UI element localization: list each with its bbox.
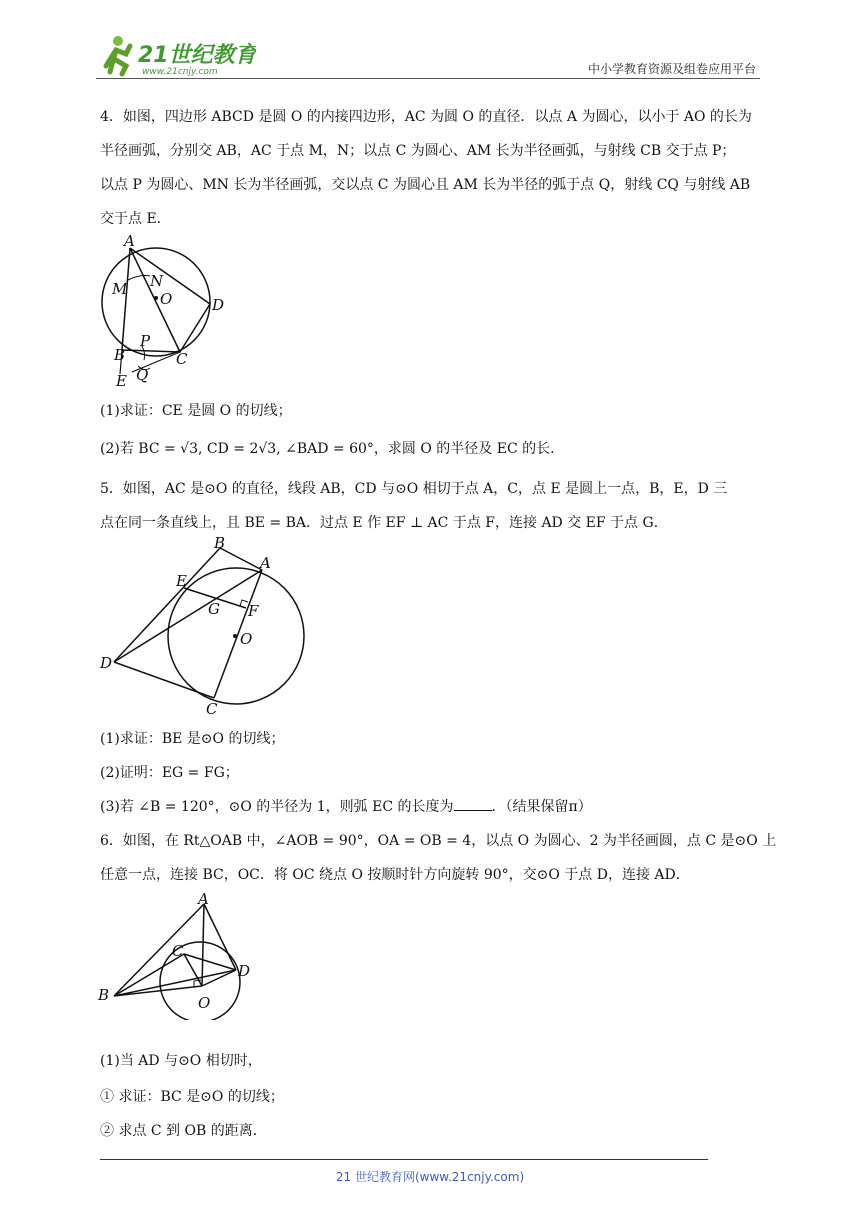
q6-part-2: ① 求证：BC 是⊙O 的切线； xyxy=(100,1089,284,1105)
q5-label-d: D xyxy=(100,654,113,672)
q5-label-g: G xyxy=(208,600,220,618)
q6-label-c: C xyxy=(172,942,184,960)
q6-line-1: 6．如图，在 Rt△OAB 中，∠AOB = 90°，OA = OB = 4，以点 O 为圆心、2 为半径画圆，点 C 是⊙O 上 xyxy=(100,833,777,849)
answer-blank xyxy=(454,798,492,811)
q6-part-3: ② 求点 C 到 OB 的距离. xyxy=(100,1123,258,1139)
q5-label-b: B xyxy=(214,536,226,552)
q4-part-2: (2)若 BC = √3, CD = 2√3, ∠BAD = 60°，求圆 O 的半径及 EC 的长. xyxy=(100,441,555,457)
q4-label-c: C xyxy=(176,350,188,368)
q5-figure xyxy=(96,536,312,716)
q4-line-2: 半径画弧，分别交 AB，AC 于点 M，N；以点 C 为圆心、AM 长为半径画弧，与射线 CB 交于点 P； xyxy=(100,143,736,159)
q6-label-d: D xyxy=(238,962,251,980)
q4-line-1: 4．如图，四边形 ABCD 是圆 O 的内接四边形，AC 为圆 O 的直径．以点 A 为圆心，以小于 AO 的长为 xyxy=(100,109,752,125)
q4-label-q: Q xyxy=(136,366,149,384)
q4-figure xyxy=(94,234,224,390)
q6-label-b: B xyxy=(98,986,110,1004)
q4-label-b: B xyxy=(114,346,126,364)
q5-label-c: C xyxy=(206,700,218,716)
q5-part-3-suffix: ．（结果保留π） xyxy=(491,799,592,815)
q5-label-e: E xyxy=(176,572,187,590)
logo-subtext: www.21cnjy.com xyxy=(142,67,218,77)
q5-line-1: 5．如图，AC 是⊙O 的直径，线段 AB，CD 与⊙O 相切于点 A，C，点 E 是圆上一点，B，E，D 三 xyxy=(100,481,728,497)
q5-label-a: A xyxy=(260,554,271,572)
q4-label-p: P xyxy=(140,332,151,350)
q4-label-d: D xyxy=(212,296,224,314)
q4-line-4: 交于点 E． xyxy=(100,211,171,227)
q4-part-1: (1)求证：CE 是圆 O 的切线； xyxy=(100,403,292,419)
logo-text: 21世纪教育 xyxy=(138,43,256,68)
q5-part-1: (1)求证：BE 是⊙O 的切线； xyxy=(100,731,285,747)
footer-link[interactable]: 21 世纪教育网(www.21cnjy.com) xyxy=(335,1170,525,1184)
q4-label-o: O xyxy=(160,290,173,308)
q5-label-o: O xyxy=(240,630,253,648)
q5-line-2: 点在同一条直线上，且 BE = BA．过点 E 作 EF ⊥ AC 于点 F，连接 AD 交 EF 于点 G． xyxy=(100,515,668,531)
q6-label-a: A xyxy=(198,890,209,908)
q5-part-3 xyxy=(100,796,592,816)
q6-label-o: O xyxy=(198,994,211,1012)
q5-part-2: (2)证明：EG = FG； xyxy=(100,765,239,781)
site-name: 中小学教育资源及组卷应用平台 xyxy=(587,62,756,76)
runner-icon xyxy=(106,36,130,74)
q6-part-1: (1)当 AD 与⊙O 相切时， xyxy=(100,1053,262,1069)
q6-figure xyxy=(94,890,264,1020)
footer-divider xyxy=(100,1159,708,1160)
q5-part-3-text: (3)若 ∠B = 120°，⊙O 的半径为 1，则弧 EC 的长度为 xyxy=(100,799,454,815)
q5-label-f: F xyxy=(248,602,259,620)
q6-line-2: 任意一点，连接 BC，OC．将 OC 绕点 O 按顺时针方向旋转 90°，交⊙O 于点 D，连接 AD． xyxy=(100,867,690,883)
q4-label-m: M xyxy=(112,280,128,298)
q4-label-a: A xyxy=(124,234,135,250)
q4-label-e: E xyxy=(116,372,127,390)
header-divider xyxy=(96,78,760,79)
site-logo xyxy=(96,32,256,78)
q4-label-n: N xyxy=(150,272,164,290)
q4-line-3: 以点 P 为圆心、MN 长为半径画弧，交以点 C 为圆心且 AM 长为半径的弧于点 Q，射线 CQ 与射线 AB xyxy=(100,177,751,193)
